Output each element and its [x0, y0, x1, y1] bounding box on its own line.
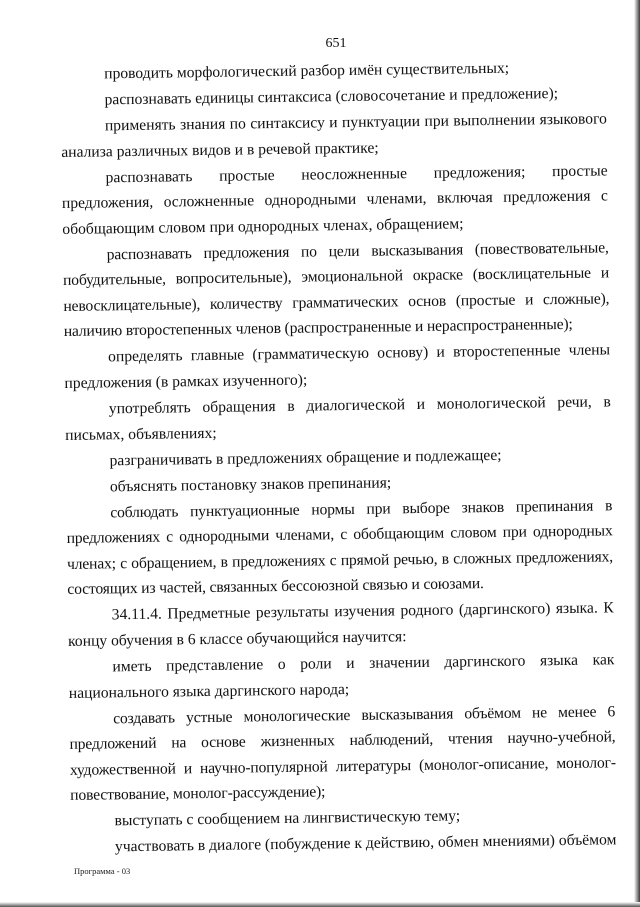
paragraph: определять главные (грамматическую основу) и второстепенные члены предложения (в рамках изученного); — [64, 341, 611, 392]
scan-edge-shadow-bottom — [0, 902, 640, 907]
paragraph: соблюдать пунктуационные нормы при выборе знаков препинания в предложениях с однородными членами, с обобщающим словом при однородных членах; с обращением, в предложениях с прямой речью, в сложных предложениях, состоящих из частей, связанных бессоюзной связью и союзами. — [66, 497, 614, 599]
paragraph: иметь представление о роли и значении даргинского языка как национального языка даргинского народа; — [68, 651, 615, 702]
page-footer: Программа - 03 — [74, 866, 131, 876]
page-number: 651 — [325, 36, 347, 51]
paragraph: распознавать единицы синтаксиса (словосочетание и предложение); — [104, 85, 559, 109]
paragraph: участвовать в диалоге (побуждение к действию, обмен мнениями) объёмом — [114, 831, 617, 856]
paragraph: применять знания по синтаксису и пунктуации при выполнении языкового анализа различных видов и в речевой практике; — [61, 110, 607, 161]
paragraph: употреблять обращения в диалогической и монологической речи, в письмах, объявлениях; — [65, 393, 611, 444]
paragraph: выступать с сообщением на лингвистическую тему; — [114, 807, 461, 830]
scan-edge-shadow — [634, 0, 640, 907]
paragraph: распознавать простые неосложненные предложения; простые предложения, осложненные однородными членами, включая предложения с обобщающим словом при однородных членах, обращением; — [61, 162, 609, 238]
paragraph: объяснять постановку знаков препинания; — [109, 474, 392, 496]
paragraph: распознавать предложения по цели высказывания (повествовательные, побудительные, вопросительные), эмоциональной окраске (восклицательные и невосклицательные), количеству грамматических основ (простые и сложные), наличию второстепенных членов (распространенные и нераспространенные); — [62, 239, 610, 341]
section-heading-paragraph: 34.11.4. Предметные результаты изучения родного (даргинского) языка. К концу обучения в 6 классе обучающийся научится: — [67, 599, 614, 650]
paragraph: разграничивать в предложениях обращение и подлежащее; — [109, 446, 502, 470]
document-body — [60, 54, 617, 861]
paragraph: создавать устные монологические высказывания объёмом не менее 6 предложений на основе жизненных наблюдений, чтения научно-учебной, художественной и научно-популярной литературы (монолог-описание, монолог-повествование, монолог-рассуждение); — [69, 702, 616, 805]
paragraph: проводить морфологический разбор имён существительных; — [104, 59, 510, 83]
